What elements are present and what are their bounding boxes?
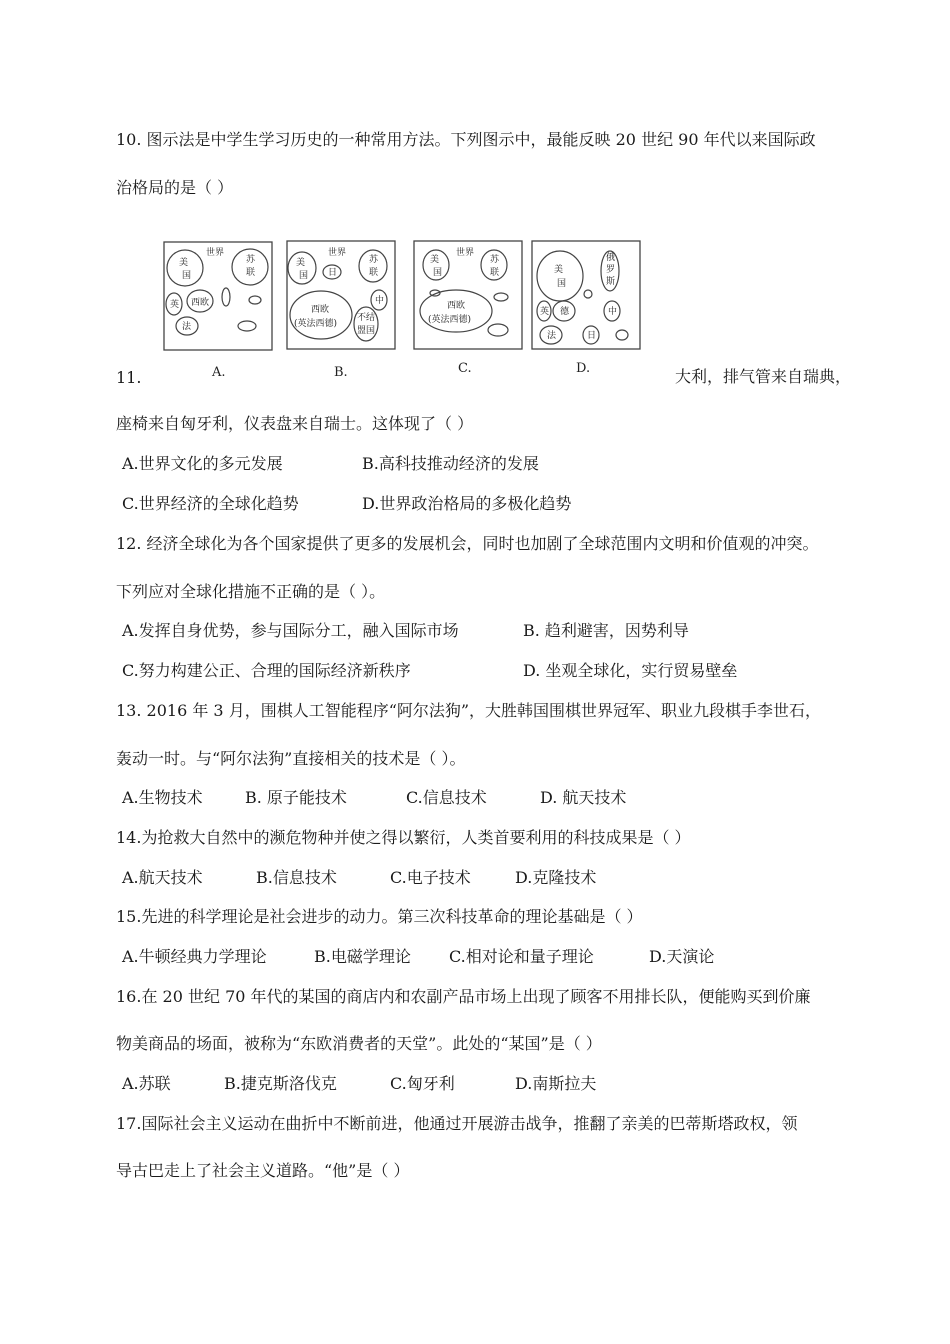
diagram-a-we-label: 西欧 (191, 298, 210, 308)
diagram-d-jp-label: 日 (587, 331, 597, 341)
diagram-b-na-label-2: 盟国 (357, 326, 376, 336)
diagram-b-su-label-2: 联 (369, 268, 379, 278)
diagram-d-ru-label-2: 罗 (606, 265, 616, 275)
diagram-b-su-label-1: 苏 (369, 255, 379, 265)
q14-option-c[interactable]: C.电子技术 (390, 868, 471, 887)
q11-option-a[interactable]: A.世界文化的多元发展 (122, 454, 283, 473)
q13-option-a[interactable]: A.生物技术 (122, 788, 203, 807)
diagram-d-ru-label-3: 斯 (606, 277, 616, 287)
diagram-d-us-label-2: 国 (557, 279, 567, 289)
q12-option-a[interactable]: A.发挥自身优势，参与国际分工，融入国际市场 (122, 621, 459, 640)
diagram-a-us-label-2: 国 (182, 271, 192, 281)
q17-stem-line2: 导古巴走上了社会主义道路。“他”是（ ） (116, 1161, 410, 1180)
diagram-c-us-label-1: 美 (430, 255, 440, 265)
q11-number: 11. (116, 368, 142, 387)
diagram-c-we-label: 西欧 (447, 301, 466, 311)
q11-option-d[interactable]: D.世界政治格局的多极化趋势 (362, 494, 572, 513)
q12-stem-line2: 下列应对全球化措施不正确的是（ ）。 (116, 582, 386, 601)
diagram-b-we-label: 西欧 (311, 305, 330, 315)
diagram-c (414, 241, 522, 376)
q16-option-a[interactable]: A.苏联 (122, 1074, 171, 1093)
q16-stem-line2: 物美商品的场面，被称为“东欧消费者的天堂”。此处的“某国”是（ ） (116, 1034, 602, 1053)
diagram-b-us-label-1: 美 (296, 258, 306, 268)
diagram-b-option-label: B. (334, 365, 348, 380)
diagram-d-cn-label: 中 (608, 307, 618, 317)
q11-option-b[interactable]: B.高科技推动经济的发展 (362, 454, 539, 473)
q11-option-c[interactable]: C.世界经济的全球化趋势 (122, 494, 299, 513)
diagram-b-cn-label: 中 (375, 296, 385, 306)
diagram-c-us-label-2: 国 (433, 268, 443, 278)
q15-option-c[interactable]: C.相对论和量子理论 (449, 947, 594, 966)
q10-stem-line2: 治格局的是（ ） (116, 178, 234, 197)
q13-stem-line1: 13. 2016 年 3 月，围棋人工智能程序“阿尔法狗”，大胜韩国围棋世界冠军、职业九段棋手李世石， (116, 701, 822, 720)
q12-stem-line1: 12. 经济全球化为各个国家提供了更多的发展机会，同时也加剧了全球范围内文明和价值观的冲突。 (116, 534, 819, 553)
diagram-c-option-label: C. (458, 361, 472, 376)
q14-option-d[interactable]: D.克隆技术 (515, 868, 597, 887)
q16-option-d[interactable]: D.南斯拉夫 (515, 1074, 597, 1093)
q10-diagrams-svg (160, 238, 642, 388)
q16-option-b[interactable]: B.捷克斯洛伐克 (224, 1074, 337, 1093)
q13-option-b[interactable]: B. 原子能技术 (245, 788, 347, 807)
q13-option-c[interactable]: C.信息技术 (406, 788, 487, 807)
q16-stem-line1: 16.在 20 世纪 70 年代的某国的商店内和农副产品市场上出现了顾客不用排长队，便能购买到价廉 (116, 987, 811, 1006)
diagram-c-we-sub-label: (英法西德) (428, 315, 472, 325)
diagram-a (164, 242, 272, 380)
diagram-d-uk-label: 英 (540, 307, 550, 317)
q12-option-d[interactable]: D. 坐观全球化，实行贸易壁垒 (523, 661, 738, 680)
diagram-d-fr-label: 法 (547, 331, 557, 341)
q15-option-d[interactable]: D.天演论 (649, 947, 715, 966)
q16-option-c[interactable]: C.匈牙利 (390, 1074, 455, 1093)
diagram-b (287, 241, 395, 380)
diagram-b-na-label-1: 不结 (357, 313, 376, 323)
q14-option-b[interactable]: B.信息技术 (256, 868, 337, 887)
diagram-a-uk-label: 英 (170, 300, 180, 310)
diagram-a-world-label: 世界 (206, 248, 225, 258)
diagram-b-world-label: 世界 (328, 248, 347, 258)
diagram-c-world-label: 世界 (456, 248, 475, 258)
q11-stem-line1-tail: 大利，排气管来自瑞典， (675, 367, 852, 386)
diagram-d (532, 241, 640, 376)
diagram-d-option-label: D. (576, 361, 591, 376)
diagram-a-option-label: A. (212, 365, 226, 380)
q13-stem-line2: 轰动一时。与“阿尔法狗”直接相关的技术是（ ）。 (116, 749, 466, 768)
q10-stem-line1: 10. 图示法是中学生学习历史的一种常用方法。下列图示中，最能反映 20 世纪 90 年代以来国际政 (116, 130, 816, 149)
q14-option-a[interactable]: A.航天技术 (122, 868, 203, 887)
diagram-b-us-label-2: 国 (299, 271, 309, 281)
diagram-a-us-label-1: 美 (179, 258, 189, 268)
q15-option-a[interactable]: A.牛顿经典力学理论 (122, 947, 267, 966)
diagram-b-we-sub-label: (英法西德) (294, 319, 338, 329)
q15-stem: 15.先进的科学理论是社会进步的动力。第三次科技革命的理论基础是（ ） (116, 907, 643, 926)
diagram-c-su-label-1: 苏 (490, 255, 500, 265)
q11-stem-line2: 座椅来自匈牙利，仪表盘来自瑞士。这体现了（ ） (116, 414, 474, 433)
diagram-a-su-label-1: 苏 (246, 255, 256, 265)
diagram-d-de-label: 德 (560, 307, 570, 317)
diagram-d-ru-label-1: 俄 (606, 253, 616, 263)
q15-option-b[interactable]: B.电磁学理论 (314, 947, 411, 966)
diagram-c-su-label-2: 联 (490, 268, 500, 278)
diagram-a-su-label-2: 联 (246, 268, 256, 278)
diagram-b-jp-label: 日 (328, 268, 338, 278)
q13-option-d[interactable]: D. 航天技术 (540, 788, 627, 807)
q12-option-b[interactable]: B. 趋利避害，因势利导 (523, 621, 689, 640)
q17-stem-line1: 17.国际社会主义运动在曲折中不断前进，他通过开展游击战争，推翻了亲美的巴蒂斯塔政权，领 (116, 1114, 798, 1133)
q12-option-c[interactable]: C.努力构建公正、合理的国际经济新秩序 (122, 661, 411, 680)
diagram-d-us-label-1: 美 (554, 265, 564, 275)
q14-stem: 14.为抢救大自然中的濒危物种并使之得以繁衍，人类首要利用的科技成果是（ ） (116, 828, 691, 847)
diagram-a-fr-label: 法 (182, 322, 192, 332)
q10-diagram-figure (160, 238, 642, 388)
